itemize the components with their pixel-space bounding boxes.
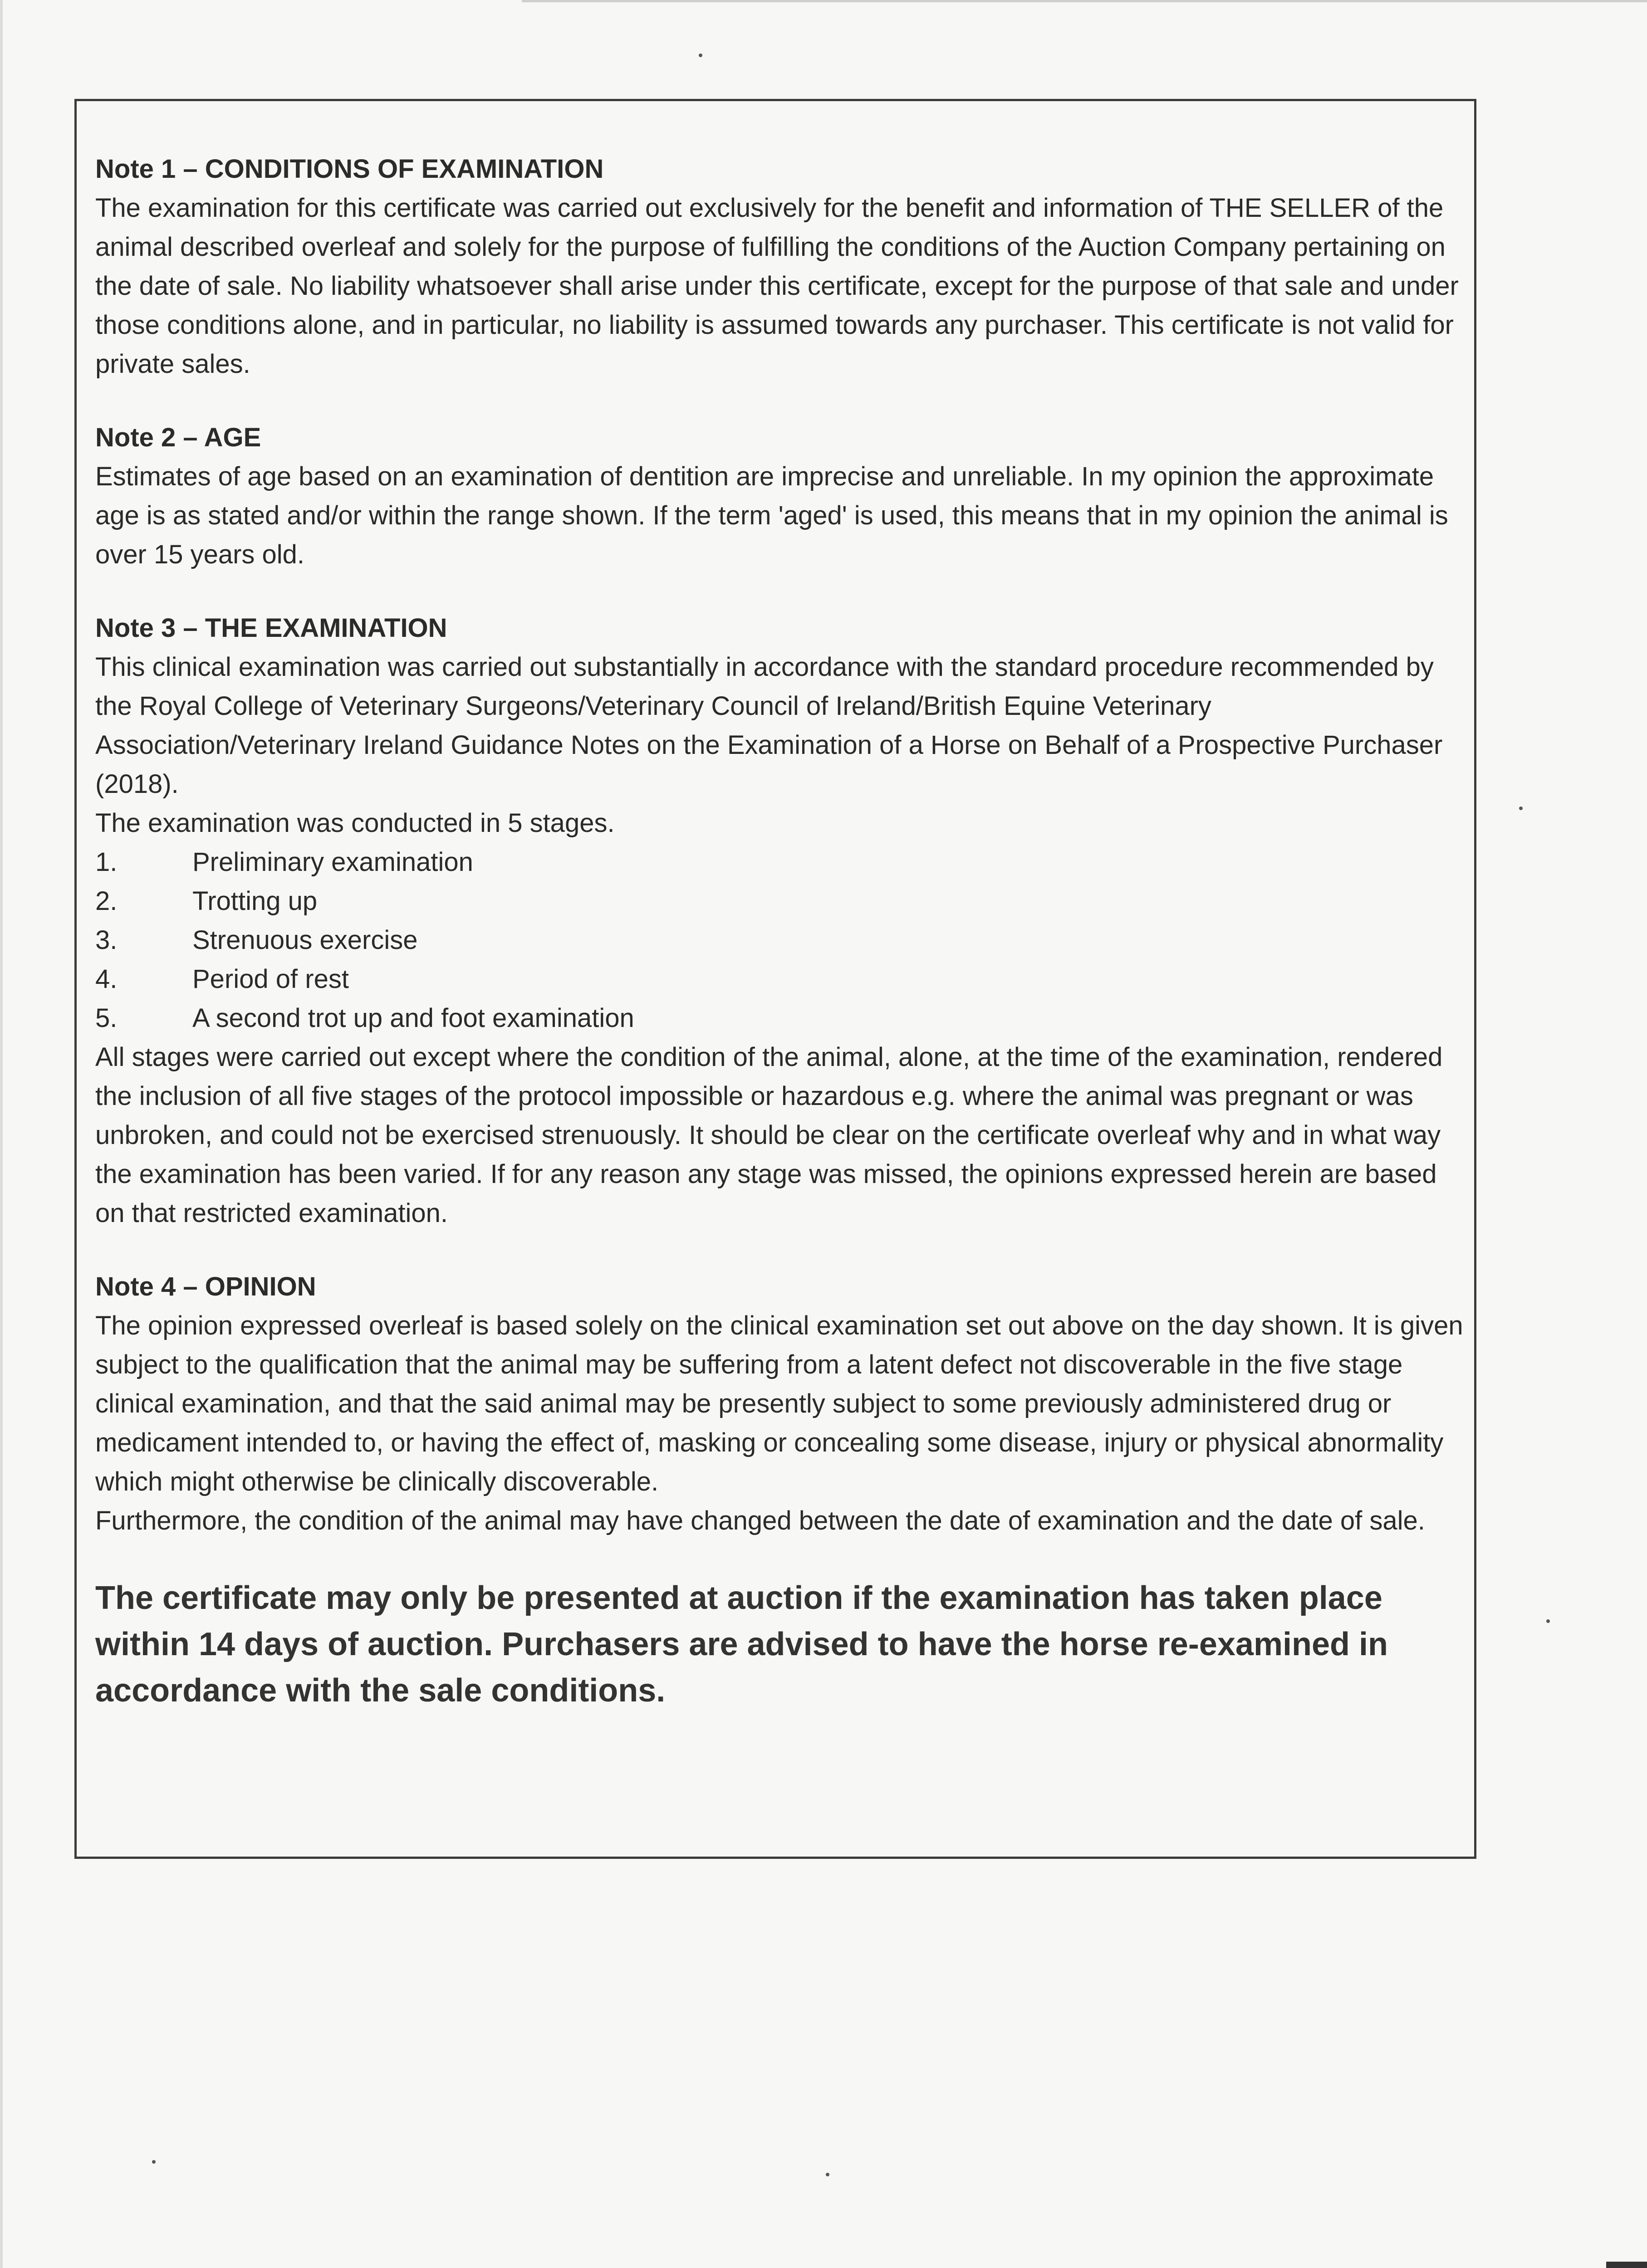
stage-label: A second trot up and foot examination [192, 1003, 634, 1033]
stage-number: 3. [95, 925, 118, 955]
scan-mark-bottom-right [1606, 2262, 1647, 2268]
stage-item [95, 882, 1470, 921]
note-3-intro: This clinical examination was carried out substantially in accordance with the standard procedure recommended by the Royal College of Veterinary Surgeons/Veterinary Council of Ireland/British Equine Veterinary Association/Veterinary Ireland Guidance Notes on the Examination of a Horse on Behalf of a Prospective Purchaser (2018). [95, 652, 1443, 799]
stage-label: Period of rest [192, 964, 349, 994]
document-body [95, 150, 1470, 1714]
note-4-section [95, 1267, 1470, 1540]
stage-number: 2. [95, 886, 118, 916]
scan-speck [152, 2160, 156, 2164]
stage-number: 5. [95, 1003, 118, 1033]
note-3-outro: All stages were carried out except where the condition of the animal, alone, at the time of the examination, rendered the inclusion of all five stages of the protocol impossible or hazardous e.g. where the animal was pregnant or was unbroken, and could not be exercised strenuously. It should be clear on the certificate overleaf why and in what way the examination has been varied. If for any reason any stage was missed, the opinions expressed herein are based on that restricted examination. [95, 1042, 1443, 1228]
stage-item [95, 960, 1470, 999]
note-4-heading: Note 4 – OPINION [95, 1272, 316, 1301]
scan-edge-left [0, 0, 3, 2268]
note-2-heading: Note 2 – AGE [95, 423, 261, 452]
stage-item [95, 999, 1470, 1038]
scan-speck [699, 54, 702, 57]
note-1-section [95, 150, 1470, 384]
scan-edge-top [522, 0, 1647, 2]
note-2-text: Estimates of age based on an examination of dentition are imprecise and unreliable. In my opinion the approximate age is as stated and/or within the range shown. If the term 'aged' is used, this means that in my opinion the animal is over 15 years old. [95, 462, 1448, 569]
stage-item [95, 921, 1470, 960]
auction-validity-statement: The certificate may only be presented at auction if the examination has taken place within 14 days of auction. Purchasers are advised to have the horse re-examined in accordance with the sale conditions. [95, 1580, 1388, 1709]
stage-list [95, 843, 1470, 1038]
stage-label: Trotting up [192, 886, 318, 916]
scan-speck [1519, 807, 1523, 810]
stage-number: 4. [95, 964, 118, 994]
scan-speck [1546, 1619, 1550, 1623]
scan-speck [826, 2173, 829, 2176]
note-3-section [95, 609, 1470, 1233]
note-1-heading: Note 1 – CONDITIONS OF EXAMINATION [95, 154, 604, 184]
note-3-heading: Note 3 – THE EXAMINATION [95, 613, 447, 643]
stage-label: Strenuous exercise [192, 925, 418, 955]
stage-number: 1. [95, 847, 118, 877]
note-4-text: The opinion expressed overleaf is based solely on the clinical examination set out above on the day shown. It is given subject to the qualification that the animal may be suffering from a latent defect not discoverable in the five stage clinical examination, and that the said animal may be presently subject to some previously administered drug or medicament intended to, or having the effect of, masking or concealing some disease, injury or physical abnormality which might otherwise be clinically discoverable. [95, 1311, 1463, 1496]
note-2-section [95, 418, 1470, 574]
note-1-text: The examination for this certificate was carried out exclusively for the benefit and information of THE SELLER of the animal described overleaf and solely for the purpose of fulfilling the conditions of the Auction Company pertaining on the date of sale. No liability whatsoever shall arise under this certificate, except for the purpose of that sale and under those conditions alone, and in particular, no liability is assumed towards any purchaser. This certificate is not valid for private sales. [95, 193, 1459, 379]
note-4-text-2: Furthermore, the condition of the animal may have changed between the date of examination and the date of sale. [95, 1506, 1425, 1535]
stage-item [95, 843, 1470, 882]
note-3-stages-intro: The examination was conducted in 5 stages. [95, 808, 615, 838]
stage-label: Preliminary examination [192, 847, 473, 877]
